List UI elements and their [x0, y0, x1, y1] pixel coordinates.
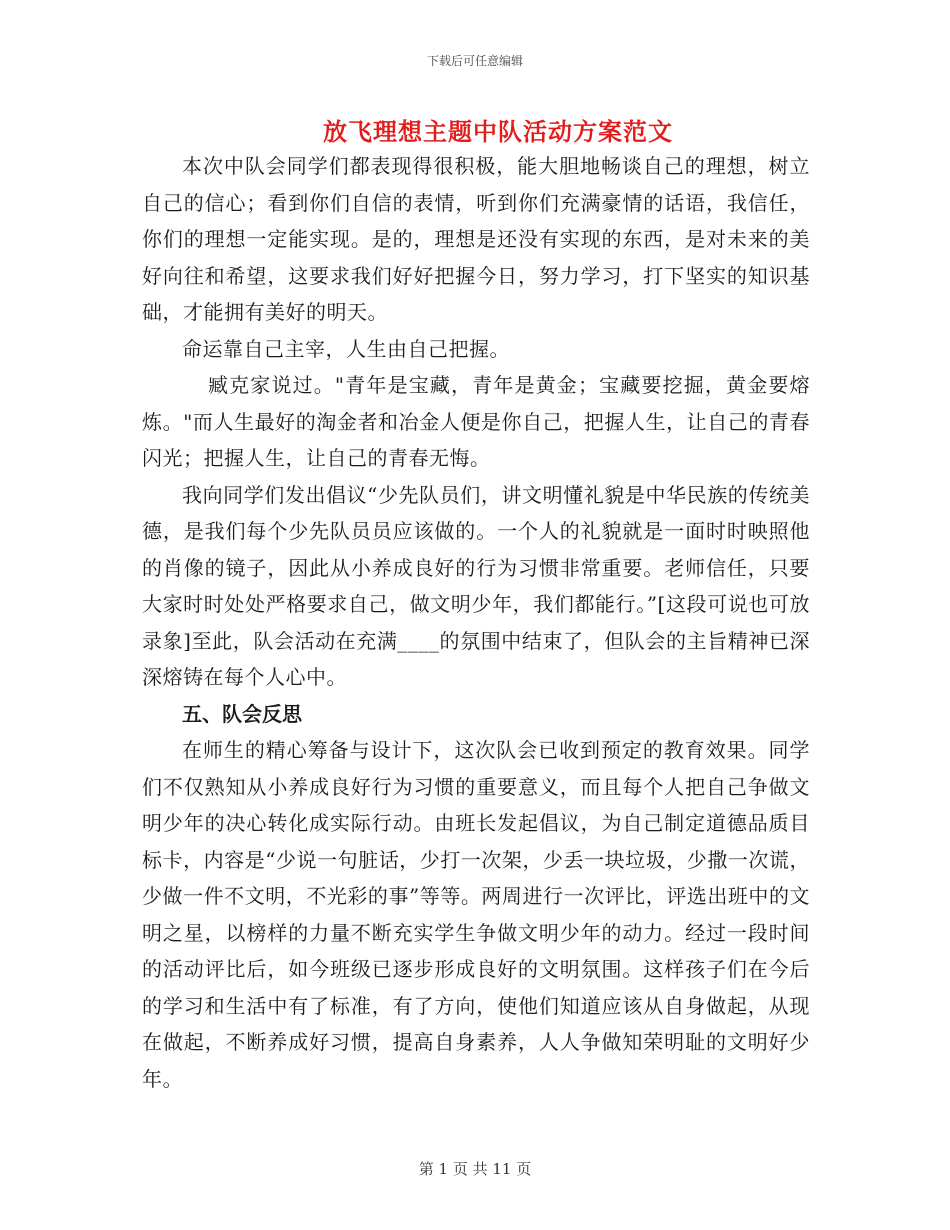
header-note: 下载后可任意编辑 [426, 54, 523, 68]
paragraph-5: 在师生的精心筹备与设计下，这次队会已收到预定的教育效果。同学们不仅熟知从小养成良好行为习惯的重要意义，而且每个人把自己争做文明少年的决心转化成实际行动。由班长发起倡议，为自己制定道德品质目标卡，内容是“少说一句脏话，少打一次架，少丢一块垃圾，少撒一次谎，少做一件不文明，不光彩的事”等等。两周进行一次评比，评选出班中的文明之星，以榜样的力量不断充实学生争做文明少年的动力。经过一段时间的活动评比后，如今班级已逐步形成良好的文明氛围。这样孩子们在今后的学习和生活中有了标准，有了方向，使他们知道应该从自身做起，从现在做起，不断养成好习惯，提高自身素养，人人争做知荣明耻的文明好少年。 [142, 738, 810, 1091]
paragraph-1: 本次中队会同学们都表现得很积极，能大胆地畅谈自己的理想，树立自己的信心；看到你们自信的表情，听到你们充满豪情的话语，我信任，你们的理想一定能实现。是的，理想是还没有实现的东西，是对未来的美好向往和希望，这要求我们好好把握今日，努力学习，打下坚实的知识基础，才能拥有美好的明天。 [142, 154, 810, 324]
paragraph-4: 我向同学们发出倡议“少先队员们，讲文明懂礼貌是中华民族的传统美德，是我们每个少先队员员应该做的。一个人的礼貌就是一面时时映照他的肖像的镜子，因此从小养成良好的行为习惯非常重要。老师信任，只要大家时时处处严格要求自己，做文明少年，我们都能行。”[这段可说也可放录象]至此，队会活动在充满____的氛围中结束了，但队会的主旨精神已深深熔铸在每个人心中。 [142, 482, 810, 689]
section-heading-reflection: 五、队会反思 [182, 701, 302, 726]
paragraph-3: 臧克家说过。"青年是宝藏，青年是黄金；宝藏要挖掘，黄金要熔炼。"而人生最好的淘金者和冶金人便是你自己，把握人生，让自己的青春闪光；把握人生，让自己的青春无悔。 [142, 373, 810, 470]
paragraph-2: 命运靠自己主宰，人生由自己把握。 [182, 336, 510, 361]
page-footer: 第 1 页 共 11 页 [418, 1160, 532, 1178]
document-title: 放飞理想主题中队活动方案范文 [323, 117, 673, 146]
document-body [142, 148, 810, 1097]
